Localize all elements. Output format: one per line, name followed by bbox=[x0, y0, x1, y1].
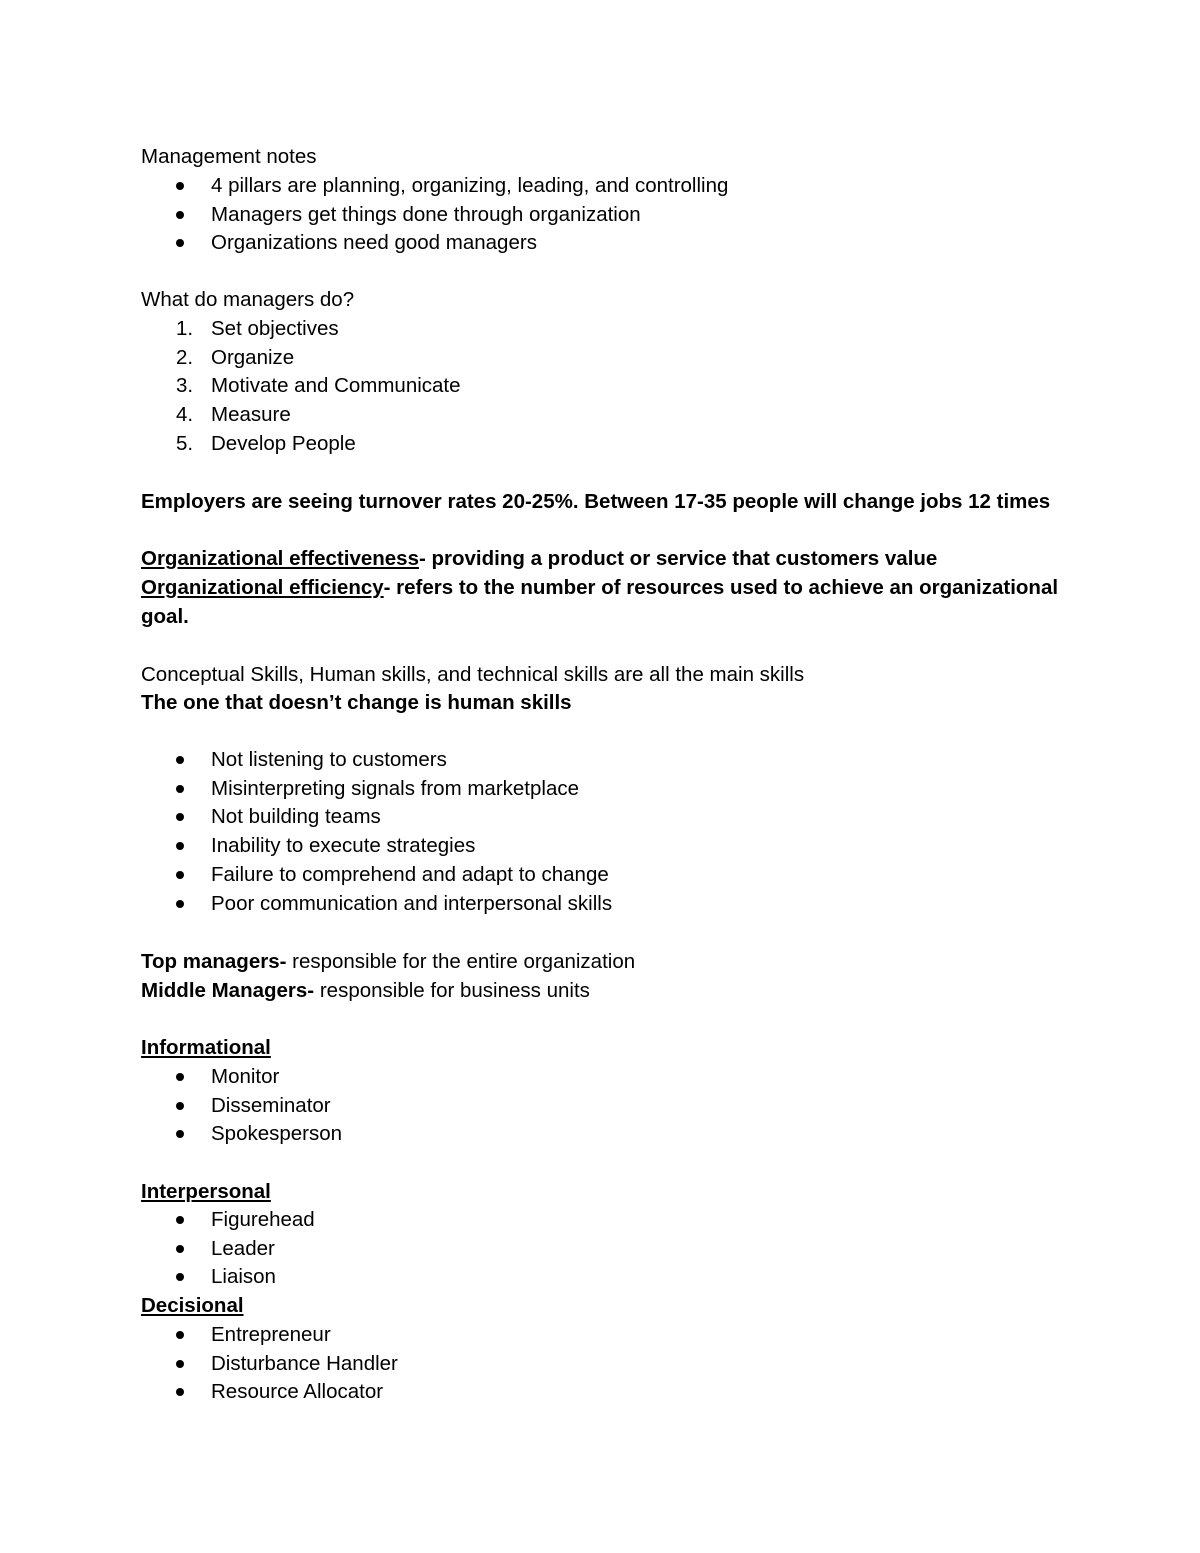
efficiency-term: Organizational efficiency bbox=[141, 576, 384, 599]
middle-managers-term: Middle Managers- bbox=[141, 979, 315, 1002]
bullet-icon bbox=[176, 842, 184, 850]
bullet-icon bbox=[176, 785, 184, 793]
bullet-icon bbox=[176, 900, 184, 908]
bullet-icon bbox=[176, 1360, 184, 1368]
effectiveness-term: Organizational effectiveness bbox=[141, 547, 419, 570]
bullet-icon bbox=[176, 1388, 184, 1396]
informational-heading: Informational bbox=[141, 1036, 271, 1059]
document-page: Management notes 4 pillars are planning, organizing, leading, and controlling Managers get things done through organization Organizations need good managers What do managers do? 1. Set objectives 2. Organize 3. Motivate and Communicate 4. Measure 5. Develop People Employers are seeing turnover rates 20-25%. Between 17-35 people will change jobs 12 times Organizational effectiveness- providing a product or service that customers value Organizational efficiency- refers to the number of resources used to achieve an organizational goal. Conceptual Skills, Human skills, and technical skills are all the main skills The one that doesn’t change is human skills Not listening to customers Misinterpreting signals from marketplace Not building teams Inability to execute strategies Failure to comprehend and adapt to change Poor communication and interpersonal skills Top managers- responsible for the entire organization Middle Managers- responsible for business units Informational Monitor Disseminator Spokesperson Interpersonal Figurehead Leader Liaison Decisional Entrepreneur Disturbance Handler Resource Allocator bbox=[0, 0, 1200, 1553]
efficiency-definition-continued: goal. bbox=[141, 605, 189, 628]
efficiency-definition: Organizational efficiency- refers to the number of resources used to achieve an organizational bbox=[141, 576, 1059, 599]
effectiveness-definition: Organizational effectiveness- providing a product or service that customers value bbox=[141, 547, 938, 570]
turnover-statement: Employers are seeing turnover rates 20-25%. Between 17-35 people will change jobs 12 times bbox=[141, 490, 1051, 513]
bullet-icon bbox=[176, 1273, 184, 1281]
top-managers-term: Top managers- bbox=[141, 950, 287, 973]
middle-managers-definition: Middle Managers- responsible for business units bbox=[141, 979, 590, 1002]
bullet-icon bbox=[176, 239, 184, 247]
decisional-heading: Decisional bbox=[141, 1294, 244, 1317]
skills-note: The one that doesn’t change is human skills bbox=[141, 691, 572, 714]
bullet-icon bbox=[176, 1331, 184, 1339]
bullet-icon bbox=[176, 1130, 184, 1138]
bullet-icon bbox=[176, 1073, 184, 1081]
skills-statement: Conceptual Skills, Human skills, and technical skills are all the main skills bbox=[141, 663, 805, 686]
interpersonal-heading: Interpersonal bbox=[141, 1180, 271, 1203]
bullet-icon bbox=[176, 1216, 184, 1224]
bullet-icon bbox=[176, 1102, 184, 1110]
managers-do-question: What do managers do? bbox=[141, 288, 355, 311]
bullet-icon bbox=[176, 871, 184, 879]
bullet-icon bbox=[176, 756, 184, 764]
bullet-icon bbox=[176, 211, 184, 219]
bullet-icon bbox=[176, 813, 184, 821]
title: Management notes bbox=[141, 145, 317, 168]
top-managers-definition: Top managers- responsible for the entire organization bbox=[141, 950, 636, 973]
bullet-icon bbox=[176, 1245, 184, 1253]
bullet-icon bbox=[176, 182, 184, 190]
